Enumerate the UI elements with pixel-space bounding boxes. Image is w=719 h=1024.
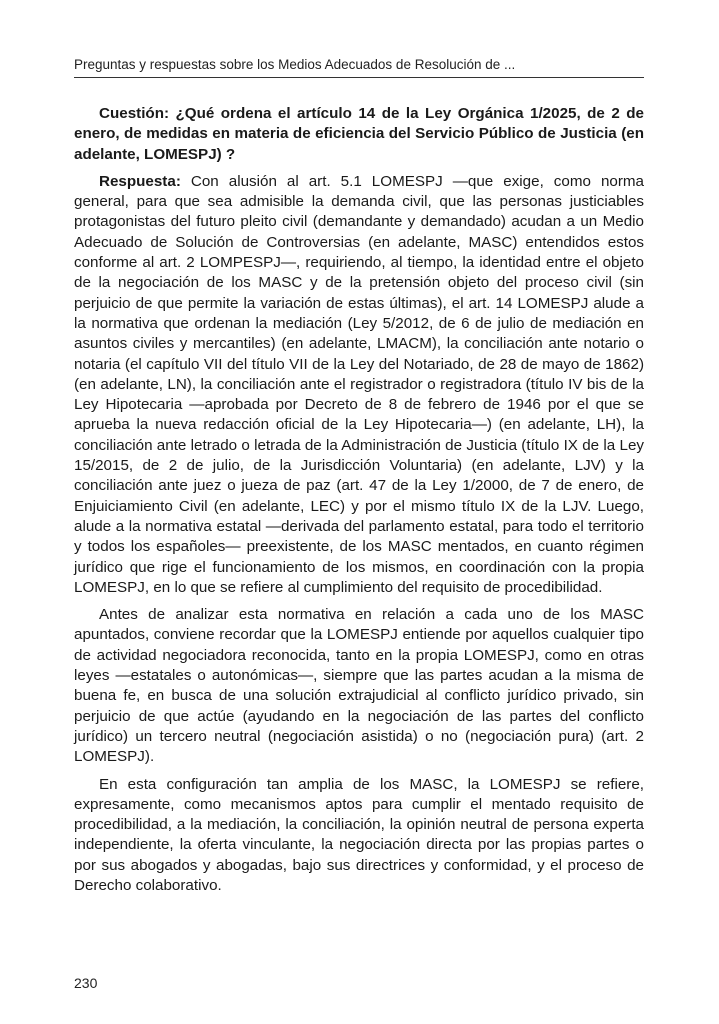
body-text [74, 104, 644, 903]
question-heading: Cuestión: ¿Qué ordena el artículo 14 de la Ley Orgánica 1/2025, de 2 de enero, de medidas en materia de eficiencia del Servicio Público de Justicia (en adelante, LOMESPJ) ? [74, 105, 644, 163]
paragraph-3: En esta configuración tan amplia de los MASC, la LOMESPJ se refiere, expresamente, como mecanismos aptos para cumplir el mentado requisito de procedibilidad, a la mediación, la conciliación, la opinión neutral de persona experta independiente, la oferta vinculante, la negociación directa por las propias partes o por sus abogados y abogadas, bajo sus directrices y conformidad, y el proceso de Derecho colaborativo. [74, 775, 644, 894]
answer-label: Respuesta: [99, 172, 181, 190]
paragraph-2: Antes de analizar esta normativa en relación a cada uno de los MASC apuntados, conviene recordar que la LOMESPJ entiende por aquellos cualquier tipo de actividad negociadora reconocida, tanto en la propia LOMESPJ, como en otras leyes —estatales o autonómicas—, siempre que las partes acudan a la misma de buena fe, en busca de una solución extrajudicial al conflicto jurídico privado, sin perjuicio de que actúe (ayudando en la negociación de las partes del conflicto jurídico) un tercero neutral (negociación asistida) o no (negociación pura) (art. 2 LOMESPJ). [74, 606, 644, 766]
answer-paragraph [74, 172, 644, 598]
answer-text: Con alusión al art. 5.1 LOMESPJ —que exige, como norma general, para que sea admisible la demanda civil, que las personas justiciables protagonistas del futuro pleito civil (demandante y demandado) acudan a un Medio Adecuado de Solución de Controversias (en adelante, MASC) entendidos estos conforme al art. 2 LOMPESPJ—, requiriendo, al tiempo, la identidad entre el objeto de la negociación de los MASC y de la pretensión objeto del proceso civil (sin perjuicio de que permite la variación de estas últimas), el art. 14 LOMESPJ alude a la normativa que ordenan la mediación (Ley 5/2012, de 6 de julio de mediación en asuntos civiles y mercantiles) (en adelante, LMACM), la conciliación ante notario o notaria (el capítulo VII del título VII de la Ley del Notariado, de 28 de mayo de 1862) (en adelante, LN), la conciliación ante el registrador o registradora (título IV bis de la Ley Hipotecaria —aprobada por Decreto de 8 de febrero de 1946 por el que se aprueba la nueva redacción oficial de la Ley Hipotecaria—) (en adelante, LH), la conciliación ante letrado o letrada de la Administración de Justicia (título IX de la Ley 15/2015, de 2 de julio, de la Jurisdicción Voluntaria) (en adelante, LJV) y la conciliación ante juez o jueza de paz (art. 47 de la Ley 1/2000, de 7 de enero, de Enjuiciamiento Civil (en adelante, LEC) y por el mismo título IX de la LJV. Luego, alude a la normativa estatal —derivada del parlamento estatal, para todo el territorio y todos los españoles— preexistente, de los MASC mentados, en cuanto régimen jurídico que rige el funcionamiento de los mismos, en coordinación con la propia LOMESPJ, en lo que se refiere al cumplimiento del requisito de procedibilidad. [74, 172, 644, 596]
header-rule [74, 77, 644, 78]
page-number: 230 [74, 975, 98, 991]
running-header: Preguntas y respuestas sobre los Medios Adecuados de Resolución de ... [74, 57, 516, 72]
